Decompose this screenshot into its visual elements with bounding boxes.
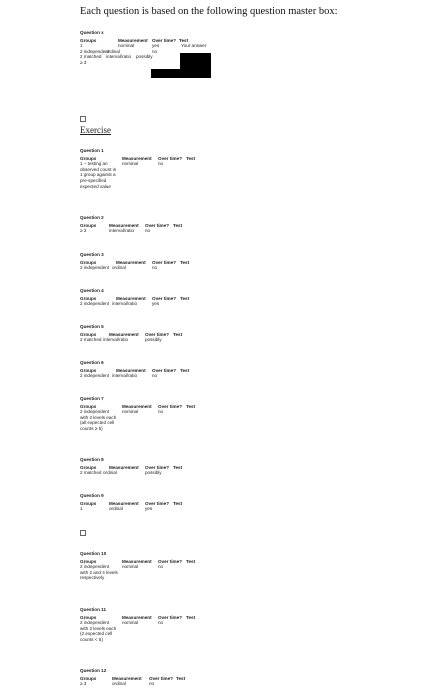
header-test: Test: [180, 259, 190, 265]
groups-value: 2 independent: [80, 373, 110, 379]
measurement-value: ordinal: [103, 470, 117, 476]
header-groups: Groups: [80, 295, 97, 301]
question-value-row: [80, 470, 230, 476]
groups-value: 2 matched: [80, 470, 102, 476]
answer-box[interactable]: [180, 53, 211, 78]
master-group-value: 2 matched: [80, 54, 102, 60]
header-test: Test: [186, 614, 196, 620]
header-test: Test: [173, 331, 183, 337]
question-block: [80, 396, 230, 431]
header-groups: Groups: [80, 500, 97, 506]
measurement-value: interval/ratio: [103, 337, 129, 343]
question-value-row: [80, 681, 230, 687]
master-over-time-value: possibly: [136, 54, 153, 60]
measurement-value: nominal: [122, 409, 139, 415]
header-measurement: Measurement: [116, 367, 146, 373]
header-test: Test: [173, 222, 183, 228]
groups-value: 1 – testing an observed count in 1 group against a pre-specified expected value: [80, 161, 117, 189]
groups-value: 2 independent with 2 levels each (all expected cell counts ≥ 5): [80, 409, 117, 431]
header-test: Test: [173, 500, 183, 506]
master-group-value: ≥ 3: [80, 59, 87, 65]
header-over-time: Over time?: [158, 403, 182, 409]
header-measurement: Measurement: [118, 37, 148, 43]
your-answer-label: Your answer: [181, 43, 207, 49]
question-value-row: [80, 409, 230, 431]
question-title: Question 12: [80, 668, 107, 673]
header-over-time: Over time?: [145, 464, 169, 470]
question-title: Question 7: [80, 396, 104, 401]
question-title: Question 4: [80, 288, 104, 293]
master-title: Question x: [80, 30, 104, 35]
question-title: Question 5: [80, 324, 104, 329]
master-over-time-value: yes: [152, 43, 160, 49]
question-title: Question 11: [80, 607, 107, 612]
groups-value: 1: [80, 506, 83, 512]
question-block: [80, 252, 230, 271]
header-test: Test: [179, 37, 189, 43]
header-over-time: Over time?: [145, 500, 169, 506]
header-groups: Groups: [80, 222, 97, 228]
master-over-time-value: no: [152, 48, 158, 54]
header-measurement: Measurement: [116, 295, 146, 301]
question-title: Question 2: [80, 215, 104, 220]
header-test: Test: [186, 558, 196, 564]
question-title: Question 8: [80, 457, 104, 462]
groups-value: ≥ 3: [80, 228, 87, 234]
question-title: Question 6: [80, 360, 104, 365]
header-over-time: Over time?: [158, 614, 182, 620]
header-over-time: Over time?: [152, 37, 176, 43]
measurement-value: ordinal: [109, 506, 123, 512]
exercise-heading: Exercise: [80, 125, 111, 135]
groups-value: 2 matched: [80, 337, 102, 343]
question-title: Question 9: [80, 493, 104, 498]
question-block: [80, 324, 230, 343]
master-group-value: 2 independent: [80, 48, 110, 54]
master-measurement-value: interval/ratio: [106, 54, 132, 60]
measurement-value: ordinal: [112, 265, 126, 271]
groups-value: 2 independent: [80, 301, 110, 307]
header-over-time: Over time?: [152, 295, 176, 301]
measurement-value: interval/ratio: [112, 301, 138, 307]
header-measurement: Measurement: [109, 500, 139, 506]
master-measurement-value: ordinal: [106, 48, 120, 54]
header-test: Test: [180, 295, 190, 301]
intro-text: Each question is based on the following question master box:: [80, 6, 338, 17]
question-value-row: [80, 301, 230, 307]
header-groups: Groups: [80, 403, 97, 409]
over-time-value: possibly: [145, 337, 162, 343]
header-over-time: Over time?: [152, 259, 176, 265]
header-test: Test: [176, 675, 186, 681]
header-over-time: Over time?: [145, 331, 169, 337]
question-block: [80, 360, 230, 379]
over-time-value: no: [152, 373, 158, 379]
measurement-value: nominal: [122, 161, 139, 167]
over-time-value: no: [152, 265, 158, 271]
measurement-value: ordinal: [112, 681, 126, 687]
header-over-time: Over time?: [145, 222, 169, 228]
header-measurement: Measurement: [109, 331, 139, 337]
header-groups: Groups: [80, 259, 97, 265]
question-value-row: [80, 265, 230, 271]
question-block: [80, 607, 230, 642]
groups-value: 2 independent: [80, 265, 110, 271]
measurement-value: interval/ratio: [109, 228, 135, 234]
over-time-value: no: [158, 620, 164, 626]
question-value-row: [80, 161, 230, 189]
header-groups: Groups: [80, 155, 97, 161]
header-groups: Groups: [80, 331, 97, 337]
header-over-time: Over time?: [158, 558, 182, 564]
header-measurement: Measurement: [122, 403, 152, 409]
header-over-time: Over time?: [152, 367, 176, 373]
header-over-time: Over time?: [158, 155, 182, 161]
header-measurement: Measurement: [122, 558, 152, 564]
header-measurement: Measurement: [122, 155, 152, 161]
header-test: Test: [186, 155, 196, 161]
over-time-value: possibly: [145, 470, 162, 476]
header-measurement: Measurement: [122, 614, 152, 620]
over-time-value: no: [158, 409, 164, 415]
checkbox[interactable]: [80, 116, 86, 122]
header-groups: Groups: [80, 367, 97, 373]
groups-value: ≥ 3: [80, 681, 87, 687]
question-title: Question 10: [80, 551, 107, 556]
question-block: [80, 288, 230, 307]
question-value-row: [80, 337, 230, 343]
measurement-value: nominal: [122, 620, 139, 626]
question-block: [80, 148, 230, 189]
over-time-value: no: [158, 161, 164, 167]
header-test: Test: [173, 464, 183, 470]
header-measurement: Measurement: [109, 222, 139, 228]
question-title: Question 3: [80, 252, 104, 257]
measurement-value: interval/ratio: [112, 373, 138, 379]
over-time-value: no: [158, 564, 164, 570]
question-value-row: [80, 506, 230, 512]
header-groups: Groups: [80, 464, 97, 470]
header-test: Test: [180, 367, 190, 373]
over-time-value: no: [145, 228, 151, 234]
answer-box[interactable]: [151, 69, 180, 78]
question-title: Question 1: [80, 148, 104, 153]
question-value-row: [80, 564, 230, 581]
master-group-value: 1: [80, 43, 83, 49]
question-value-row: [80, 620, 230, 642]
header-test: Test: [186, 403, 196, 409]
question-block: [80, 668, 230, 687]
measurement-value: nominal: [122, 564, 139, 570]
over-time-value: no: [149, 681, 155, 687]
header-groups: Groups: [80, 675, 97, 681]
over-time-value: yes: [145, 506, 153, 512]
over-time-value: yes: [152, 301, 160, 307]
header-over-time: Over time?: [149, 675, 173, 681]
groups-value: 2 independent with 2 levels each (2 expected cell counts < 5): [80, 620, 117, 642]
question-block: [80, 551, 230, 581]
header-measurement: Measurement: [116, 259, 146, 265]
question-block: [80, 457, 230, 476]
header-measurement: Measurement: [112, 675, 142, 681]
checkbox[interactable]: [80, 530, 86, 536]
master-measurement-value: nominal: [118, 43, 135, 49]
question-block: [80, 493, 230, 512]
question-value-row: [80, 228, 230, 234]
header-groups: Groups: [80, 614, 97, 620]
question-block: [80, 215, 230, 234]
header-measurement: Measurement: [109, 464, 139, 470]
groups-value: 2 independent with 2 and 4 levels respectively: [80, 564, 118, 581]
header-groups: Groups: [80, 558, 97, 564]
question-value-row: [80, 373, 230, 379]
header-groups: Groups: [80, 37, 97, 43]
